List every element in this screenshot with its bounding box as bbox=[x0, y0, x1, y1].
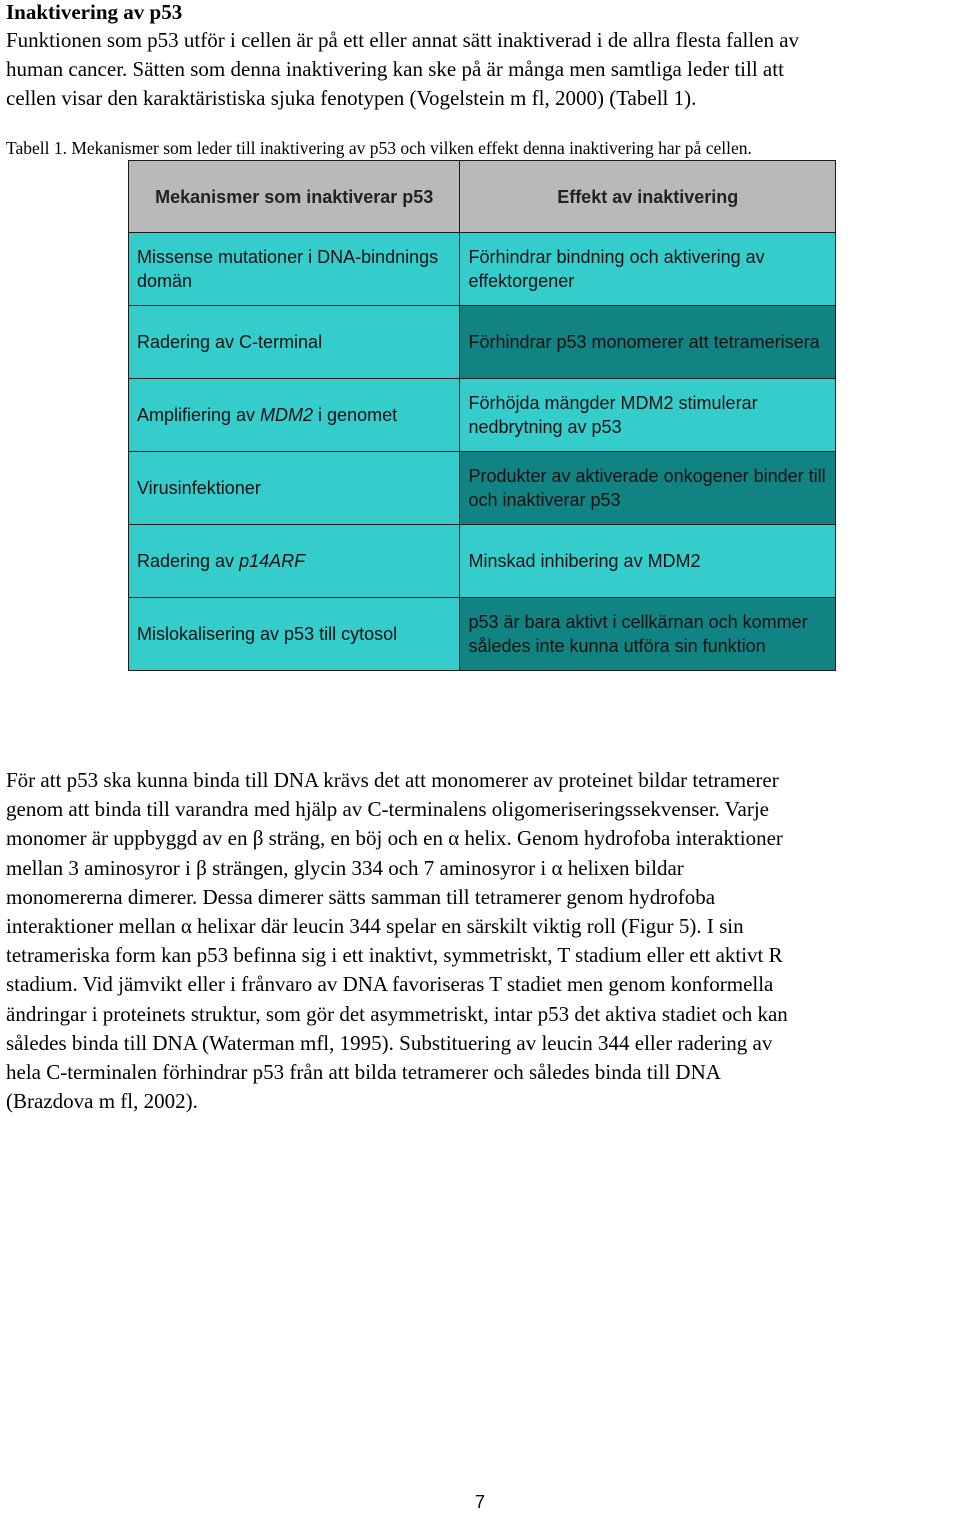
effect-cell: p53 är bara aktivt i cellkärnan och kommer således inte kunna utföra sin funktion bbox=[460, 598, 836, 671]
body-line: (Brazdova m fl, 2002). bbox=[6, 1089, 198, 1114]
body-line: genom att binda till varandra med hjälp av C-terminalens oligomeriseringssekvenser. Varje bbox=[6, 797, 769, 822]
table-row bbox=[129, 598, 836, 671]
intro-paragraph bbox=[6, 26, 956, 113]
effect-cell: Minskad inhibering av MDM2 bbox=[460, 525, 836, 598]
mechanism-cell: Virusinfektioner bbox=[129, 452, 460, 525]
intro-line: cellen visar den karaktäristiska sjuka fenotypen (Vogelstein m fl, 2000) (Tabell 1). bbox=[6, 86, 697, 110]
header-mechanism: Mekanismer som inaktiverar p53 bbox=[129, 161, 460, 233]
effect-cell: Förhöjda mängder MDM2 stimulerar nedbrytning av p53 bbox=[460, 379, 836, 452]
body-line: stadium. Vid jämvikt eller i frånvaro av DNA favoriseras T stadiet men genom konformella bbox=[6, 972, 774, 997]
mechanism-cell: Amplifiering av MDM2 i genomet bbox=[129, 379, 460, 452]
intro-line: human cancer. Sätten som denna inaktivering kan ske på är många men samtliga leder till att bbox=[6, 57, 784, 81]
table-row bbox=[129, 452, 836, 525]
gene-name: MDM2 bbox=[260, 405, 314, 425]
section-heading: Inaktivering av p53 bbox=[6, 0, 183, 24]
table-row bbox=[129, 525, 836, 598]
header-effect: Effekt av inaktivering bbox=[460, 161, 836, 233]
table-row bbox=[129, 233, 836, 306]
mechanism-cell: Radering av p14ARF bbox=[129, 525, 460, 598]
mechanisms-table bbox=[128, 160, 836, 671]
body-line: ändringar i proteinets struktur, som gör det asymmetriskt, intar p53 det aktiva stadiet och kan bbox=[6, 1001, 788, 1026]
table-caption: Tabell 1. Mekanismer som leder till inaktivering av p53 och vilken effekt denna inaktivering har på cellen. bbox=[6, 138, 752, 158]
body-line: tetrameriska form kan p53 befinna sig i ett inaktivt, symmetriskt, T stadium eller ett aktivt R bbox=[6, 943, 783, 968]
intro-line: Funktionen som p53 utför i cellen är på ett eller annat sätt inaktiverad i de allra flesta fallen av bbox=[6, 28, 800, 52]
effect-cell: Produkter av aktiverade onkogener binder till och inaktiverar p53 bbox=[460, 452, 836, 525]
body-line: monomererna dimerer. Dessa dimerer sätts samman till tetramerer genom hydrofoba bbox=[6, 884, 716, 909]
body-line: således binda till DNA (Waterman mfl, 1995). Substituering av leucin 344 eller radering av bbox=[6, 1030, 773, 1055]
effect-cell: Förhindrar p53 monomerer att tetramerisera bbox=[460, 306, 836, 379]
body-paragraph bbox=[6, 766, 956, 1116]
table-row bbox=[129, 379, 836, 452]
body-line: interaktioner mellan α helixar där leucin 344 spelar en särskilt viktig roll (Figur 5). I sin bbox=[6, 914, 744, 939]
mechanism-cell: Missense mutationer i DNA-bindnings domän bbox=[129, 233, 460, 306]
table-row bbox=[129, 306, 836, 379]
gene-name: p14ARF bbox=[239, 551, 306, 571]
body-line: mellan 3 aminosyror i β strängen, glycin 334 och 7 aminosyror i α helixen bildar bbox=[6, 855, 684, 880]
mechanism-cell: Radering av C-terminal bbox=[129, 306, 460, 379]
body-line: monomer är uppbyggd av en β sträng, en böj och en α helix. Genom hydrofoba interaktioner bbox=[6, 826, 783, 851]
table-header-row bbox=[129, 161, 836, 233]
page-number: 7 bbox=[474, 1492, 485, 1512]
mechanism-cell: Mislokalisering av p53 till cytosol bbox=[129, 598, 460, 671]
effect-cell: Förhindrar bindning och aktivering av effektorgener bbox=[460, 233, 836, 306]
body-line: För att p53 ska kunna binda till DNA krävs det att monomerer av proteinet bildar tetramerer bbox=[6, 768, 779, 792]
body-line: hela C-terminalen förhindrar p53 från att bilda tetramerer och således binda till DNA bbox=[6, 1060, 721, 1085]
